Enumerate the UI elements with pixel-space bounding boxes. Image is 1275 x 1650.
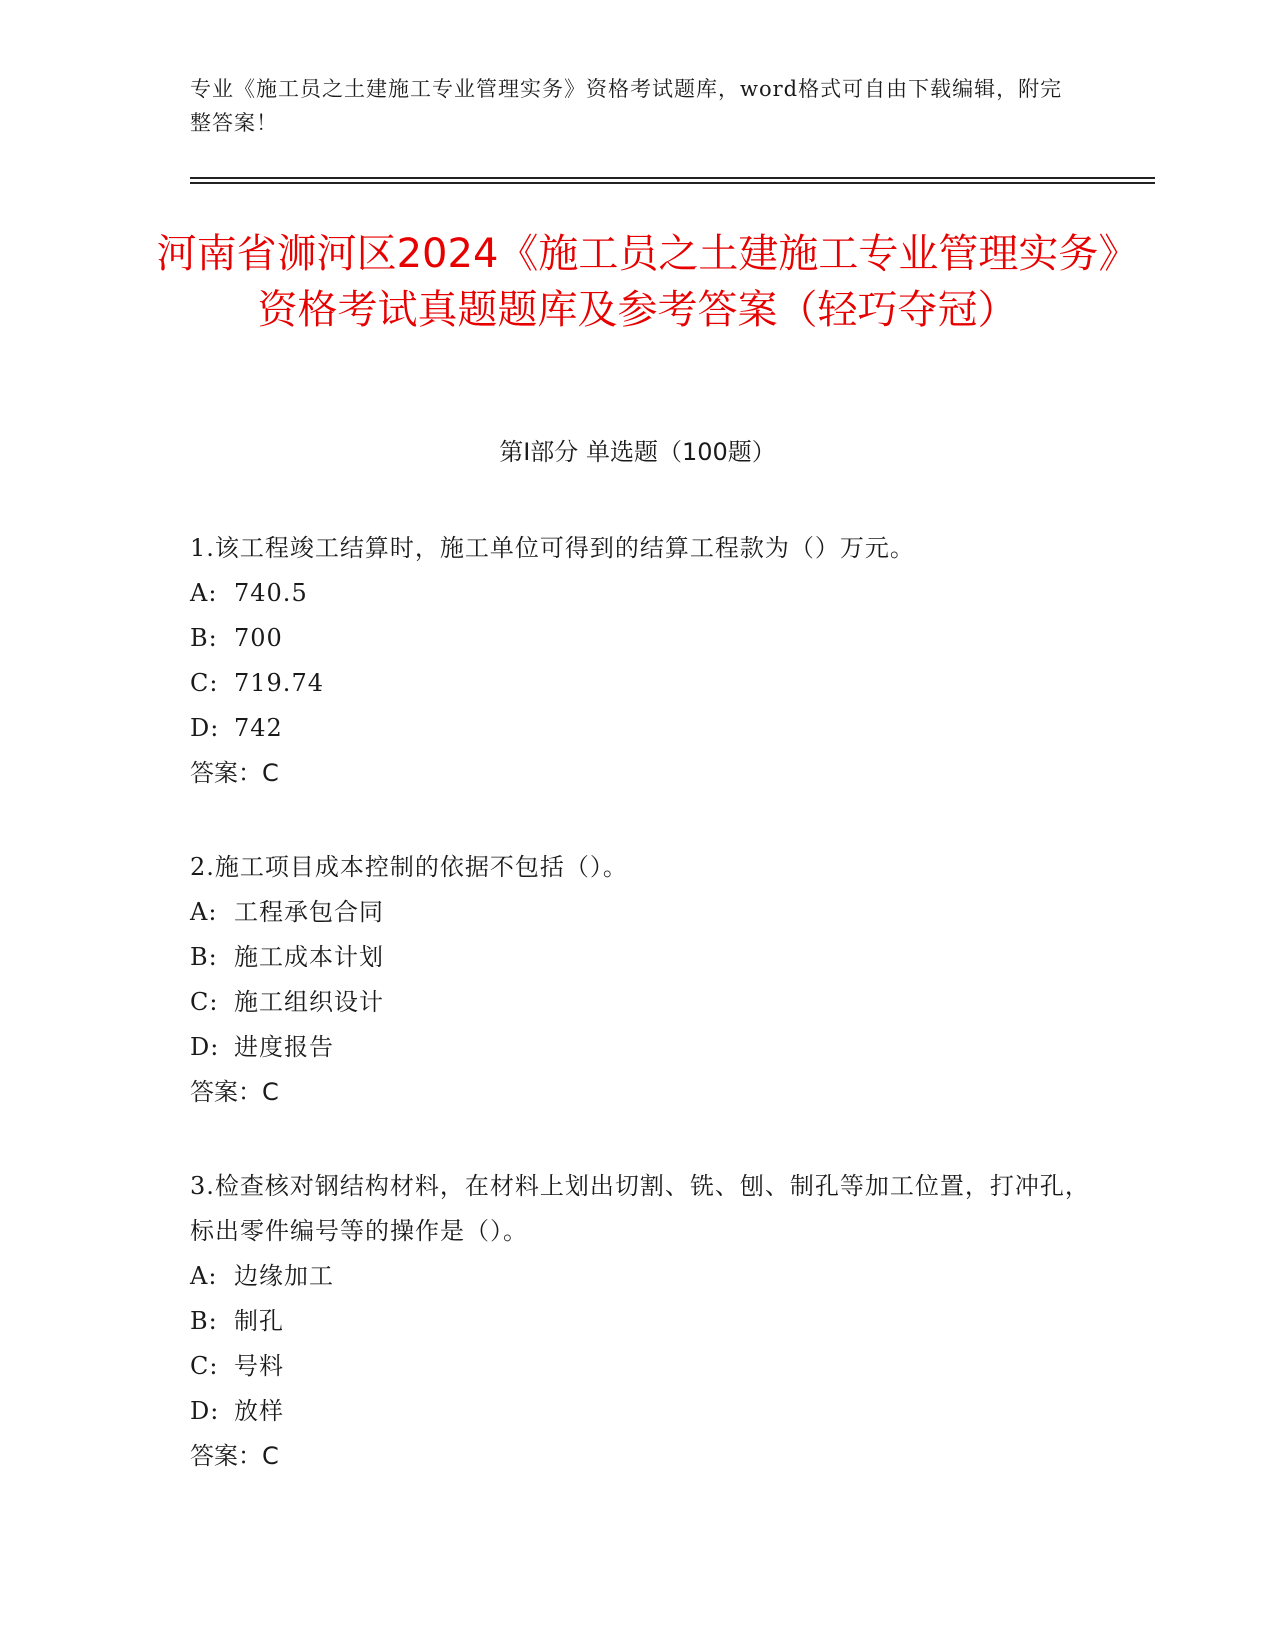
question-1 xyxy=(190,526,1090,796)
option-c xyxy=(190,1344,1090,1389)
answer-value: C xyxy=(262,1442,279,1470)
header-note: 专业《施工员之土建施工专业管理实务》资格考试题库，word格式可自由下载编辑，附完整答案！ xyxy=(190,77,1063,135)
answer-line xyxy=(190,1070,1090,1115)
section-heading: 第I部分 单选题（100题） xyxy=(499,438,776,466)
option-text: 施工成本计划 xyxy=(234,943,384,971)
option-text: 施工组织设计 xyxy=(234,988,384,1016)
option-key: C: xyxy=(190,669,219,697)
option-d xyxy=(190,1025,1090,1070)
option-text: 边缘加工 xyxy=(234,1262,334,1290)
answer-value: C xyxy=(262,759,279,787)
option-key: C: xyxy=(190,988,219,1016)
option-d xyxy=(190,706,1090,751)
question-2 xyxy=(190,845,1090,1115)
question-stem: 2.施工项目成本控制的依据不包括（）。 xyxy=(190,853,628,881)
option-text: 进度报告 xyxy=(234,1033,334,1061)
option-c xyxy=(190,661,1090,706)
option-a xyxy=(190,1254,1090,1299)
question-3 xyxy=(190,1164,1090,1479)
option-a xyxy=(190,571,1090,616)
header-divider xyxy=(190,177,1155,184)
option-b xyxy=(190,616,1090,661)
answer-value: C xyxy=(262,1078,279,1106)
answer-line xyxy=(190,751,1090,796)
option-key: D: xyxy=(190,1033,220,1061)
option-b xyxy=(190,1299,1090,1344)
option-a xyxy=(190,890,1090,935)
option-key: D: xyxy=(190,714,220,742)
option-text: 719.74 xyxy=(234,669,324,697)
document-title: 河南省浉河区2024《施工员之土建施工专业管理实务》资格考试真题题库及参考答案（轻巧夺冠） xyxy=(156,231,1119,333)
option-b xyxy=(190,935,1090,980)
answer-label: 答案： xyxy=(190,759,262,787)
answer-line xyxy=(190,1434,1090,1479)
option-d xyxy=(190,1389,1090,1434)
option-text: 742 xyxy=(234,714,283,742)
option-text: 工程承包合同 xyxy=(234,898,384,926)
option-text: 700 xyxy=(234,624,283,652)
answer-label: 答案： xyxy=(190,1442,262,1470)
option-key: B: xyxy=(190,943,218,971)
option-c xyxy=(190,980,1090,1025)
option-key: B: xyxy=(190,1307,218,1335)
option-text: 制孔 xyxy=(234,1307,284,1335)
option-key: B: xyxy=(190,624,218,652)
question-stem: 1.该工程竣工结算时，施工单位可得到的结算工程款为（）万元。 xyxy=(190,534,915,562)
option-key: A: xyxy=(190,579,218,607)
option-key: A: xyxy=(190,898,218,926)
option-key: A: xyxy=(190,1262,218,1290)
option-key: C: xyxy=(190,1352,219,1380)
option-text: 740.5 xyxy=(234,579,308,607)
question-stem: 3.检查核对钢结构材料，在材料上划出切割、铣、刨、制孔等加工位置，打冲孔，标出零件编号等的操作是（）。 xyxy=(190,1172,1090,1245)
answer-label: 答案： xyxy=(190,1078,262,1106)
option-text: 号料 xyxy=(234,1352,284,1380)
option-text: 放样 xyxy=(234,1397,284,1425)
option-key: D: xyxy=(190,1397,220,1425)
